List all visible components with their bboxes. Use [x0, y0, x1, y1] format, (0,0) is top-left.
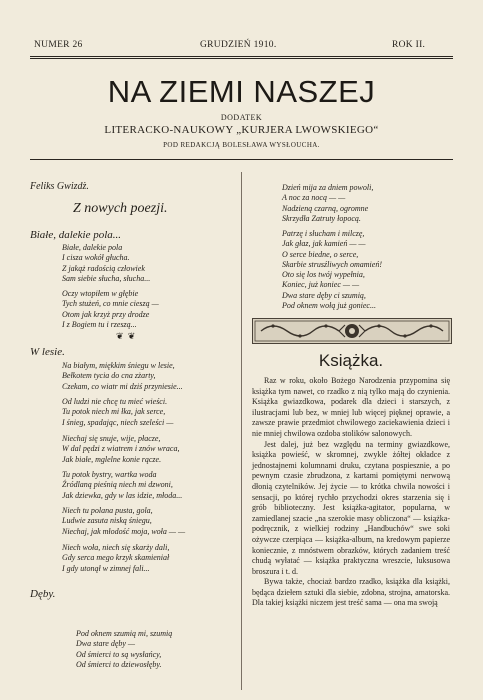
issue-year: ROK II. — [392, 40, 426, 50]
poem-line: Sam siebie słucha, słucha... — [62, 273, 151, 283]
poem-line: Z jakąż radością człowiek — [62, 263, 145, 273]
issue-date: GRUDZIEŃ 1910. — [200, 40, 277, 50]
article-paragraph: Jest dalej, już bez względu na terminy gwiazdkowe, książka powieść, w skromnej, zwykle żółtej okładce z jednostajnemi kolumnami druku, czytana pospiesznie, a po pewnym czasie zbrudzona, z kartami pomiętymi nerwową dłonią czytelników. Jej życie — to krótka chwila nowości i sensacji, po której rychło przychodzi okres starzenia się i grób biblioteczny. Jest książka-agitator, popularna, w zamiedlanej szacie „na szerokie masy obliczona“ — książka-podręcznik, z wielkiej rodziny „Handbuchów“ swe soki ożywcze czerpiąca — książka-album, na kredowym papierze koniecznie, z mnóstwem obrazków, których zadaniem treść chudą wyłatać — książka praktyczna wreszcie, luksusowa broszura i t. d. — [252, 439, 450, 576]
poem-line: Dwa stare dęby — — [76, 639, 136, 649]
poem-line: Dzień mija za dniem powoli, — [282, 183, 374, 192]
poem-line: Niech tu polana pusta, gola, — [62, 506, 153, 515]
poem-line: Tych stużeń, co mnie cieszą — — [62, 299, 159, 309]
poem-biale-stanza-1 — [62, 243, 150, 284]
poem-line: Źródlaną pieśnią niech mi dzwoni, — [62, 480, 173, 490]
poem-line: Otom jak krzyż przy drodze — [62, 309, 150, 319]
poem-line: Ludwie zasuta niską śniegu, — [62, 516, 152, 526]
poem-line: Oczy wtopiłem w głębie — [62, 289, 139, 298]
poem-line: Białe, dalekie pola — [62, 243, 123, 252]
poem-line: Tu potok niech mi łka, jak serce, — [62, 407, 166, 417]
poem-title-deby: Dęby. — [30, 588, 56, 600]
poem-deby-stanza-1 — [76, 629, 172, 670]
poem-line: Nadzieną czarną, ogromne — [282, 203, 369, 213]
poem-line: Skrzydła Zatruty łopocą. — [282, 213, 361, 223]
poem-line: Od ludzi nie chcę tu mieć wieści. — [62, 397, 168, 406]
poem-line: I gdy utonął w zimnej fali... — [62, 563, 150, 573]
poem-line: Jak dziewka, gdy w las idzie, młoda... — [62, 490, 183, 500]
poem-lesie-stanza-5 — [62, 506, 185, 537]
poem-line: Od śmierci to są wysłańcy, — [76, 649, 162, 659]
poem-line: Patrzę i słucham i milczę, — [282, 229, 365, 238]
header-rule-top — [30, 56, 453, 57]
poem-lesie-stanza-6 — [62, 543, 169, 574]
poem-lesie-stanza-2 — [62, 397, 173, 428]
header-rule-bottom — [30, 58, 453, 59]
masthead-rule — [30, 159, 453, 160]
poem-lesie-stanza-4 — [62, 470, 182, 501]
column-divider — [241, 172, 242, 690]
article-paragraph: Bywa także, chociaż bardzo rzadko, książka dla książki, będąca dziełem sztuki dla siebie, zdobna, strojna, amatorska. Dla takiej książki niczem jest treść sama — ona ma swoją — [252, 577, 450, 608]
masthead-subtitle: LITERACKO-NAUKOWY „KURJERA LWOWSKIEGO“ — [104, 124, 379, 136]
article-body — [252, 376, 450, 609]
poem-line: Niechaj się snuje, wije, płacze, — [62, 434, 161, 443]
poem-line: Koniec, już koniec — — — [282, 280, 360, 290]
poem-line: Dwa stare dęby ci szumią, — [282, 290, 366, 300]
article-title: Książka. — [318, 351, 384, 370]
poem-title-w-lesie: W lesie. — [30, 346, 65, 358]
poem-biale-stanza-2 — [62, 289, 159, 330]
poem-line: Pod oknem wołą już goniec... — [282, 300, 376, 310]
masthead-editor: POD REDAKCJĄ BOLESŁAWA WYSŁOUCHA. — [163, 141, 320, 149]
masthead-supplement: DODATEK — [220, 113, 263, 122]
poem-line: Na białym, miękkim śniegu w lesie, — [62, 361, 175, 370]
ornament-fleuron: ❦ ❦ — [116, 331, 137, 341]
poem-right-stanza-1 — [282, 183, 373, 224]
poem-line: Jak głaz, jak kamień — — — [282, 239, 366, 249]
decorative-banner — [252, 318, 452, 344]
poem-author: Feliks Gwizdż. — [30, 181, 89, 192]
poem-line: I cisza wokół głucha. — [62, 253, 130, 263]
article-paragraph: Raz w roku, około Bożego Narodzenia przypomina się książka tym nawet, co rzadko z nią tylko mają do czynienia. Książka gwiazdkowa, podarek dla dzieci i starszych, z ilustracjami lub bez, w mniej lub więcej pięknej oprawie, a zawsze prawie przedmiot chwilowego zaciekawienia dzieci i nie mniej chwilowa ozdoba stolików salonowych. — [252, 376, 450, 438]
poem-line: Tu potok bystry, wartka woda — [62, 470, 157, 479]
floral-ornament-icon — [253, 319, 451, 343]
poem-line: Oto się los twój wypełnia, — [282, 270, 365, 279]
poem-lesie-stanza-3 — [62, 434, 179, 465]
poem-line: O serce biedne, o serce, — [282, 249, 359, 259]
poem-line: Bełkotem tycia do cna zżarty, — [62, 371, 156, 381]
poem-line: A noc za nocą — — — [282, 193, 346, 203]
poem-line: Gdy serca mego krzyk skamieniał — [62, 553, 170, 563]
poem-line: I z Bogiem tu i rzeszą... — [62, 319, 137, 329]
poem-line: Niech woła, niech się skarży dali, — [62, 543, 170, 552]
poem-line: Od śmierci to dziewosłęby. — [76, 659, 162, 669]
issue-number: NUMER 26 — [34, 40, 83, 50]
poem-line: Pod oknem szumią mi, szumią — [76, 629, 173, 638]
poem-line: Czekam, co wiatr mi dziś przyniesie... — [62, 381, 183, 391]
poem-lesie-stanza-1 — [62, 361, 183, 392]
poem-right-stanza-2 — [282, 229, 382, 270]
poem-right-stanza-3 — [282, 270, 376, 311]
poems-heading: Z nowych poezji. — [73, 201, 168, 216]
masthead-title: NA ZIEMI NASZEJ — [107, 74, 376, 109]
poem-line: Skarbie strusźliwych omamień! — [282, 259, 382, 269]
poem-line: I śnieg, spadając, niech szeleści — — [62, 417, 174, 427]
poem-line: Niechaj, jak młodość moja, woła — — — [62, 526, 186, 536]
poem-title-biale: Białe, dalekie pola... — [30, 229, 122, 241]
poem-line: W dal pędzi z wiatrem i znów wraca, — [62, 444, 180, 454]
poem-line: Jak białe, mglelne konie rącze. — [62, 454, 162, 464]
